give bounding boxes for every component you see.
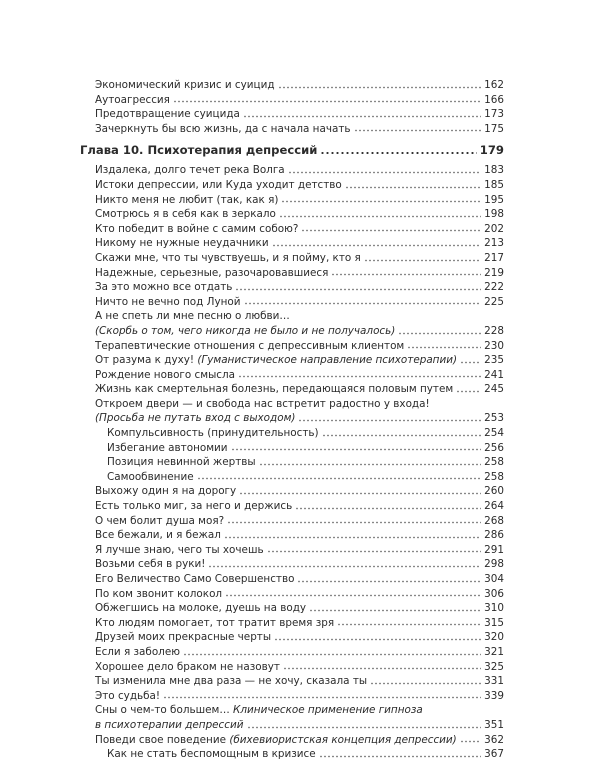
dot-leader bbox=[279, 215, 481, 218]
dot-leader bbox=[259, 463, 482, 466]
toc-title: Позиция невинной жертвы bbox=[107, 456, 256, 469]
toc-title: Надежные, серьезные, разочаровавшиеся bbox=[95, 266, 329, 279]
toc-page: 195 bbox=[484, 193, 504, 206]
toc-entry bbox=[95, 93, 504, 108]
toc-entry bbox=[95, 266, 504, 281]
toc-entry bbox=[95, 557, 504, 572]
toc-entry bbox=[95, 78, 504, 93]
toc-page: 260 bbox=[484, 485, 504, 498]
toc-title: Никому не нужные неудачники bbox=[95, 237, 269, 250]
dot-leader bbox=[227, 521, 481, 524]
toc-entry bbox=[95, 207, 504, 222]
toc-title: Возьми себя в руки! bbox=[95, 558, 206, 571]
toc-title-main: Поведи свое поведение bbox=[95, 733, 230, 746]
toc-subentry bbox=[107, 441, 504, 456]
dot-leader bbox=[354, 129, 482, 132]
toc-title: Друзей моих прекрасные черты bbox=[95, 631, 272, 644]
toc-title: О чем болит душа моя? bbox=[95, 514, 225, 527]
toc-entry bbox=[95, 280, 504, 295]
toc-title: Кто победит в войне с самим собою? bbox=[95, 222, 299, 235]
dot-leader bbox=[272, 244, 482, 247]
toc-title: Ты изменила мне два раза — не хочу, сказала ты bbox=[95, 675, 368, 688]
toc-title: Рождение нового смысла bbox=[95, 368, 236, 381]
toc-title bbox=[95, 718, 244, 733]
toc-page: 339 bbox=[484, 689, 504, 702]
toc-page: 230 bbox=[484, 339, 504, 352]
toc-subentry bbox=[107, 455, 504, 470]
chapter-heading bbox=[80, 138, 504, 162]
toc-page: 321 bbox=[484, 645, 504, 658]
toc-title-italic: Клиническое применение гипноза bbox=[233, 704, 423, 717]
toc-title: Аутоагрессия bbox=[95, 93, 170, 106]
toc-entry bbox=[95, 397, 504, 412]
toc-entry bbox=[95, 543, 504, 558]
toc-page: 202 bbox=[484, 222, 504, 235]
toc-entry bbox=[95, 528, 504, 543]
toc-title: Экономический кризис и суицид bbox=[95, 79, 275, 91]
toc-page: 166 bbox=[484, 93, 504, 106]
dot-leader bbox=[238, 375, 481, 378]
toc-subentry bbox=[107, 747, 504, 762]
toc-title: Жизнь как смертельная болезнь, передающаяся половым путем bbox=[95, 383, 454, 396]
toc-page: 222 bbox=[484, 281, 504, 294]
toc-page: 253 bbox=[484, 412, 504, 425]
toc-title: Хорошее дело браком не назовут bbox=[95, 660, 280, 673]
toc-title: А не спеть ли мне песню о любви… bbox=[95, 310, 290, 323]
toc-page: 225 bbox=[484, 295, 504, 308]
toc-page: 162 bbox=[484, 79, 504, 91]
toc-entry bbox=[95, 122, 504, 137]
dot-leader bbox=[364, 259, 481, 262]
toc-entry bbox=[95, 703, 504, 718]
dot-leader bbox=[183, 653, 481, 656]
dot-leader bbox=[370, 682, 481, 685]
toc-title bbox=[95, 324, 395, 339]
toc-entry bbox=[95, 368, 504, 383]
chapter-page: 179 bbox=[479, 143, 504, 158]
toc-page: 264 bbox=[484, 500, 504, 513]
toc-title bbox=[95, 411, 295, 426]
toc-entry bbox=[95, 295, 504, 310]
toc-page: 351 bbox=[484, 718, 504, 731]
dot-leader bbox=[173, 100, 481, 103]
dot-leader bbox=[278, 86, 482, 89]
toc-entry bbox=[95, 309, 504, 324]
toc-entry bbox=[95, 222, 504, 237]
toc-title bbox=[95, 353, 457, 368]
dot-leader bbox=[301, 229, 481, 232]
toc-page: 173 bbox=[484, 108, 504, 121]
dot-leader bbox=[345, 186, 481, 189]
toc-title: Истоки депрессии, или Куда уходит детство bbox=[95, 178, 342, 191]
toc-title: Смотрюсь я в себя как в зеркало bbox=[95, 208, 276, 221]
toc-title: Кто людям помогает, тот тратит время зря bbox=[95, 616, 335, 629]
toc-entry bbox=[95, 484, 504, 499]
toc-entry bbox=[95, 499, 504, 514]
toc-title: Избегание автономии bbox=[107, 441, 228, 454]
toc-title: Если я заболею bbox=[95, 645, 180, 658]
dot-leader bbox=[163, 696, 481, 699]
dot-leader bbox=[322, 434, 482, 437]
toc-page: 235 bbox=[484, 354, 504, 367]
toc-entry bbox=[95, 251, 504, 266]
toc-entry bbox=[95, 411, 504, 426]
dot-leader bbox=[295, 507, 481, 510]
toc-title: По ком звонит колокол bbox=[95, 587, 223, 600]
toc-entry bbox=[95, 324, 504, 339]
toc-subentry bbox=[107, 470, 504, 485]
toc-title-main: Сны о чем-то большем… bbox=[95, 704, 234, 717]
toc-page: 241 bbox=[484, 368, 504, 381]
toc-entry bbox=[95, 339, 504, 354]
toc-page: 219 bbox=[484, 266, 504, 279]
toc-entry bbox=[95, 616, 504, 631]
dot-leader bbox=[231, 448, 482, 451]
dot-leader bbox=[331, 273, 481, 276]
dot-leader bbox=[298, 419, 481, 422]
toc-entry bbox=[95, 601, 504, 616]
toc-title: Издалека, долго течет река Волга bbox=[95, 164, 285, 177]
toc-entry bbox=[95, 236, 504, 251]
toc-title: Ничто не вечно под Луной bbox=[95, 295, 241, 308]
toc-entry bbox=[95, 733, 504, 748]
dot-leader bbox=[243, 115, 481, 118]
toc-page: 183 bbox=[484, 164, 504, 177]
dot-leader bbox=[247, 726, 482, 729]
dot-leader bbox=[407, 346, 481, 349]
dot-leader bbox=[274, 638, 481, 641]
toc-page: 291 bbox=[484, 543, 504, 556]
toc-page: 185 bbox=[484, 178, 504, 191]
toc-page: 258 bbox=[484, 470, 504, 483]
dot-leader bbox=[281, 200, 481, 203]
toc-page: 306 bbox=[484, 587, 504, 600]
toc-title: Его Величество Само Совершенство bbox=[95, 573, 295, 585]
toc-title: Как не стать беспомощным в кризисе bbox=[107, 748, 316, 761]
dot-leader bbox=[460, 361, 481, 364]
toc-title: Зачеркнуть бы всю жизнь, да с начала начать bbox=[95, 122, 351, 135]
toc-title: Обжегшись на молоке, дуешь на воду bbox=[95, 602, 307, 615]
toc-title: Это судьба! bbox=[95, 689, 161, 702]
toc-page: 304 bbox=[484, 573, 504, 585]
toc-entry bbox=[95, 660, 504, 675]
toc-title: Терапевтические отношения с депрессивным клиентом bbox=[95, 339, 405, 352]
toc-title: Скажи мне, что ты чувствуешь, и я пойму, кто я bbox=[95, 251, 361, 264]
toc-page: 286 bbox=[484, 529, 504, 542]
toc-entry bbox=[95, 689, 504, 704]
dot-leader bbox=[456, 390, 481, 393]
toc-page: 320 bbox=[484, 631, 504, 644]
dot-leader bbox=[225, 594, 481, 597]
toc-page: 325 bbox=[484, 660, 504, 673]
toc-page: 298 bbox=[484, 558, 504, 571]
toc-page: 256 bbox=[484, 441, 504, 454]
dot-leader bbox=[235, 288, 481, 291]
toc-entry bbox=[95, 645, 504, 660]
dot-leader bbox=[267, 550, 482, 553]
dot-leader bbox=[239, 492, 481, 495]
dot-leader bbox=[320, 151, 476, 155]
dot-leader bbox=[309, 609, 481, 612]
toc-page: 310 bbox=[484, 602, 504, 615]
dot-leader bbox=[319, 755, 482, 758]
toc-entry bbox=[95, 382, 504, 397]
toc-title-italic: (Просьба не путать вход с выходом) bbox=[95, 412, 296, 425]
toc-title-italic: (Гуманистическое направление психотерапии) bbox=[197, 354, 458, 367]
toc-title bbox=[95, 703, 486, 718]
toc-entry bbox=[95, 107, 504, 122]
toc-entry bbox=[95, 193, 504, 208]
toc-title: За это можно все отдать bbox=[95, 281, 233, 294]
toc-title: Откроем двери — и свобода нас встретит радостно у входа! bbox=[95, 397, 430, 410]
dot-leader bbox=[244, 302, 482, 305]
toc-page: 213 bbox=[484, 237, 504, 250]
toc-entry bbox=[95, 353, 504, 368]
dot-leader bbox=[337, 623, 481, 626]
toc-page: 175 bbox=[484, 122, 504, 135]
dot-leader bbox=[208, 565, 481, 568]
toc-entry bbox=[95, 178, 504, 193]
toc-title-italic: (Скорбь о том, чего никогда не было и не получалось) bbox=[95, 324, 396, 337]
toc-subentry bbox=[107, 426, 504, 441]
toc-title bbox=[95, 733, 457, 748]
chapter-title: Глава 10. Психотерапия депрессий bbox=[80, 143, 318, 158]
toc-entry bbox=[95, 674, 504, 689]
dot-leader bbox=[283, 667, 481, 670]
toc-title: Есть только миг, за него и держись bbox=[95, 500, 293, 513]
toc-page: 228 bbox=[484, 324, 504, 337]
toc-title: Выхожу один я на дорогу bbox=[95, 485, 237, 498]
toc-title: Все бежали, и я бежал bbox=[95, 529, 221, 542]
dot-leader bbox=[224, 536, 481, 539]
toc-title-italic: в психотерапии депрессий bbox=[95, 718, 244, 731]
toc-title: Я лучше знаю, чего ты хочешь bbox=[95, 543, 264, 556]
toc-page: 258 bbox=[484, 456, 504, 469]
toc-page: 367 bbox=[484, 748, 504, 761]
dot-leader bbox=[297, 580, 481, 583]
toc-page: 362 bbox=[484, 733, 504, 746]
toc-title: Никто меня не любит (так, как я) bbox=[95, 193, 279, 206]
toc-title: Самообвинение bbox=[107, 470, 194, 483]
toc-title-italic: (бихевиористская концепция депрессии) bbox=[229, 733, 457, 746]
toc-entry bbox=[95, 587, 504, 602]
dot-leader bbox=[288, 171, 482, 174]
toc-entry bbox=[95, 163, 504, 178]
toc-page: 254 bbox=[484, 427, 504, 440]
toc-page: 217 bbox=[484, 251, 504, 264]
toc-page: 245 bbox=[484, 383, 504, 396]
dot-leader bbox=[197, 477, 482, 480]
toc-entry bbox=[95, 572, 504, 587]
toc-title: Предотвращение суицида bbox=[95, 108, 240, 121]
toc-entry bbox=[95, 630, 504, 645]
toc-page: 198 bbox=[484, 208, 504, 221]
toc-page: 315 bbox=[484, 616, 504, 629]
dot-leader bbox=[398, 332, 481, 335]
dot-leader bbox=[460, 740, 481, 743]
toc-page: 268 bbox=[484, 514, 504, 527]
toc-page: 331 bbox=[484, 675, 504, 688]
toc-title-main: От разума к духу! bbox=[95, 354, 198, 367]
toc-entry bbox=[95, 514, 504, 529]
toc-entry bbox=[95, 718, 504, 733]
toc-title: Компульсивность (принудительность) bbox=[107, 427, 319, 440]
table-of-contents bbox=[0, 78, 600, 762]
